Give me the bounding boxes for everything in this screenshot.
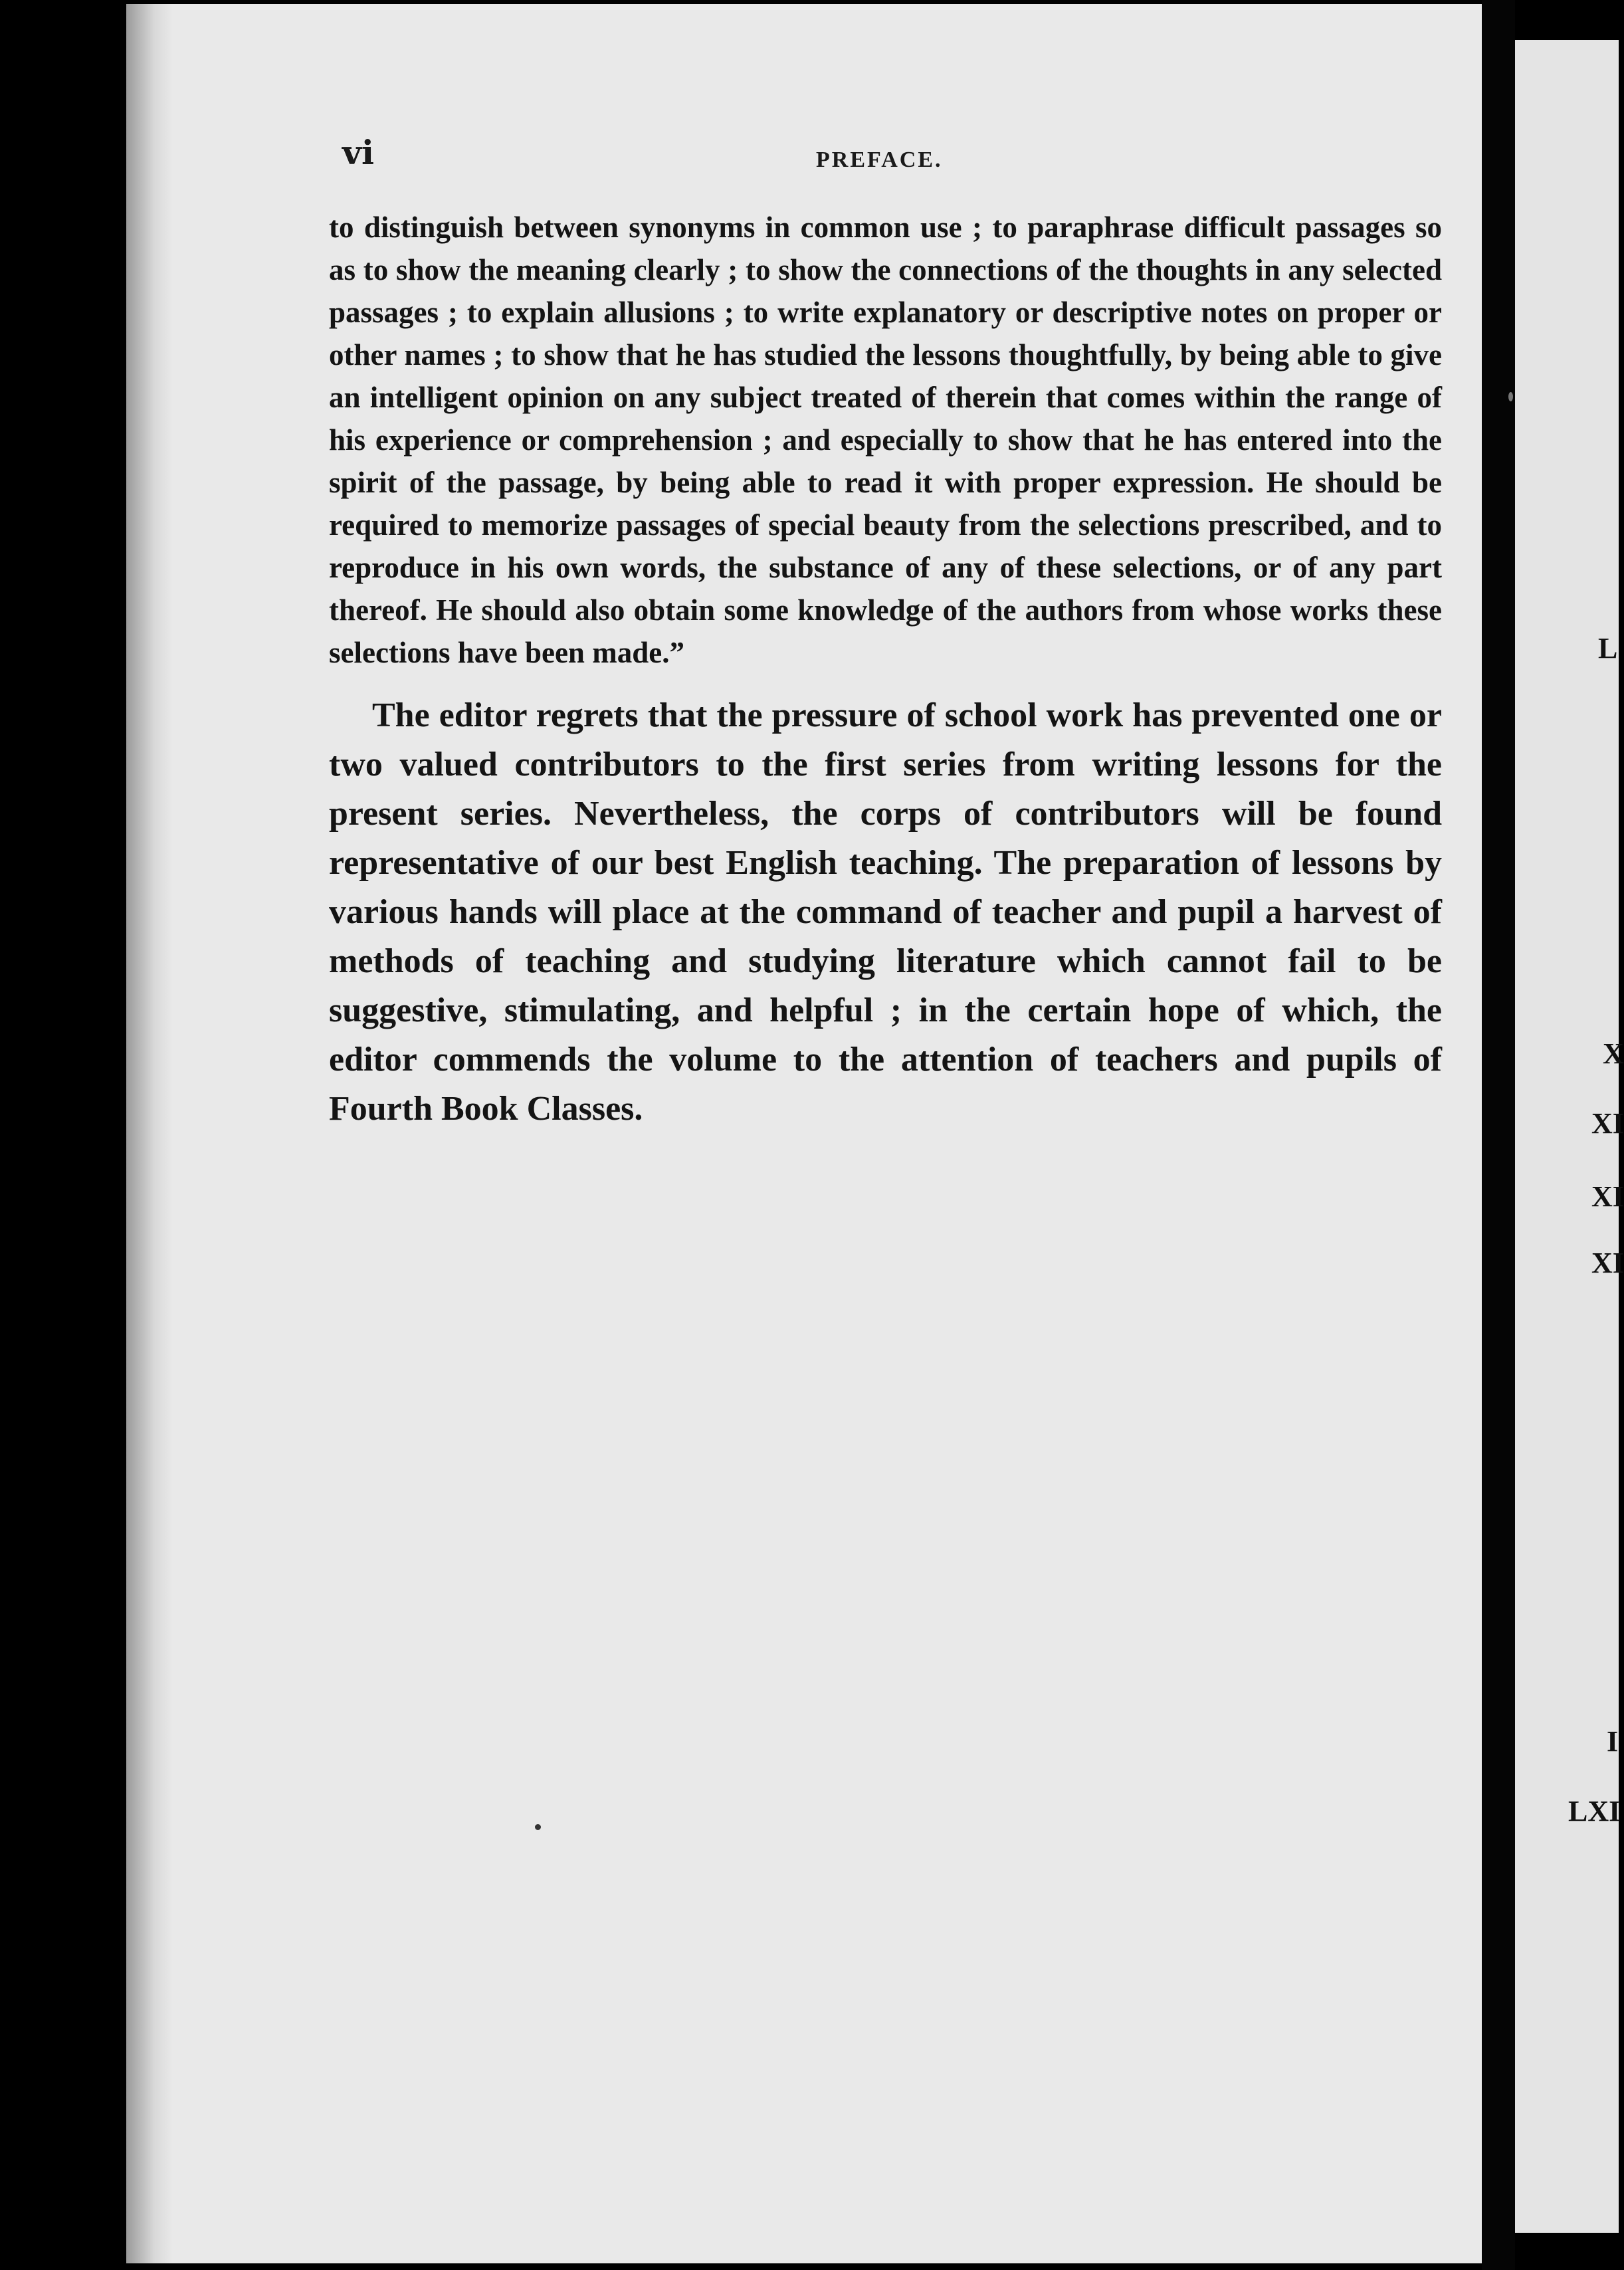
adjacent-page-fragment: L: [1598, 632, 1618, 665]
adjacent-page-fragment: LXI: [1568, 1795, 1621, 1827]
ink-speck: [1508, 392, 1513, 401]
adjacent-page-fragment: X: [1603, 1037, 1624, 1070]
adjacent-page-fragment: I: [1607, 1725, 1619, 1758]
body-paragraph: The editor regrets that the pressure of school work has prevented one or two valued contributors to the first series from writing lessons for the present series. Nevertheless, the corps of contributors will be found representative of our best English teaching. The preparation of lessons by various hands will place at the command of teacher and pupil a harvest of methods of teaching and studying literature which cannot fail to be suggestive, stimulating, and helpful ; in the certain hope of which, the editor commends the volume to the attention of teachers and pupils of Fourth Book Classes.: [329, 696, 1442, 1128]
ink-speck: [535, 1824, 541, 1830]
page-header: [0, 133, 1619, 173]
book-gutter: [1482, 0, 1515, 2270]
quoted-paragraph: to distinguish between synonyms in common use ; to paraphrase difficult passages so as to show the meaning clearly ; to show the connections of the thoughts in any selected passages ; to explain allusions ; to write explanatory or descriptive notes on proper or other names ; to show that he has studied the lessons thoughtfully, by being able to give an intelligent opinion on any subject treated of therein that comes within the range of his experience or comprehension ; and especially to show that he has entered into the spirit of the passage, by being able to read it with proper expression. He should be required to memorize passages of special beauty from the selections prescribed, and to reproduce in his own words, the substance of any of these selections, or of any part thereof. He should also obtain some knowledge of the authors from whose works these selections have been made.”: [329, 211, 1442, 669]
running-head: PREFACE.: [816, 148, 943, 172]
page-edge-shadow: [126, 4, 173, 2263]
adjacent-page-fragment: XI: [1591, 1247, 1624, 1279]
page-body: [329, 206, 1442, 1134]
page-number: vi: [342, 133, 375, 172]
adjacent-page-fragment: XI: [1591, 1107, 1624, 1140]
adjacent-page-fragment: XI: [1591, 1180, 1624, 1213]
